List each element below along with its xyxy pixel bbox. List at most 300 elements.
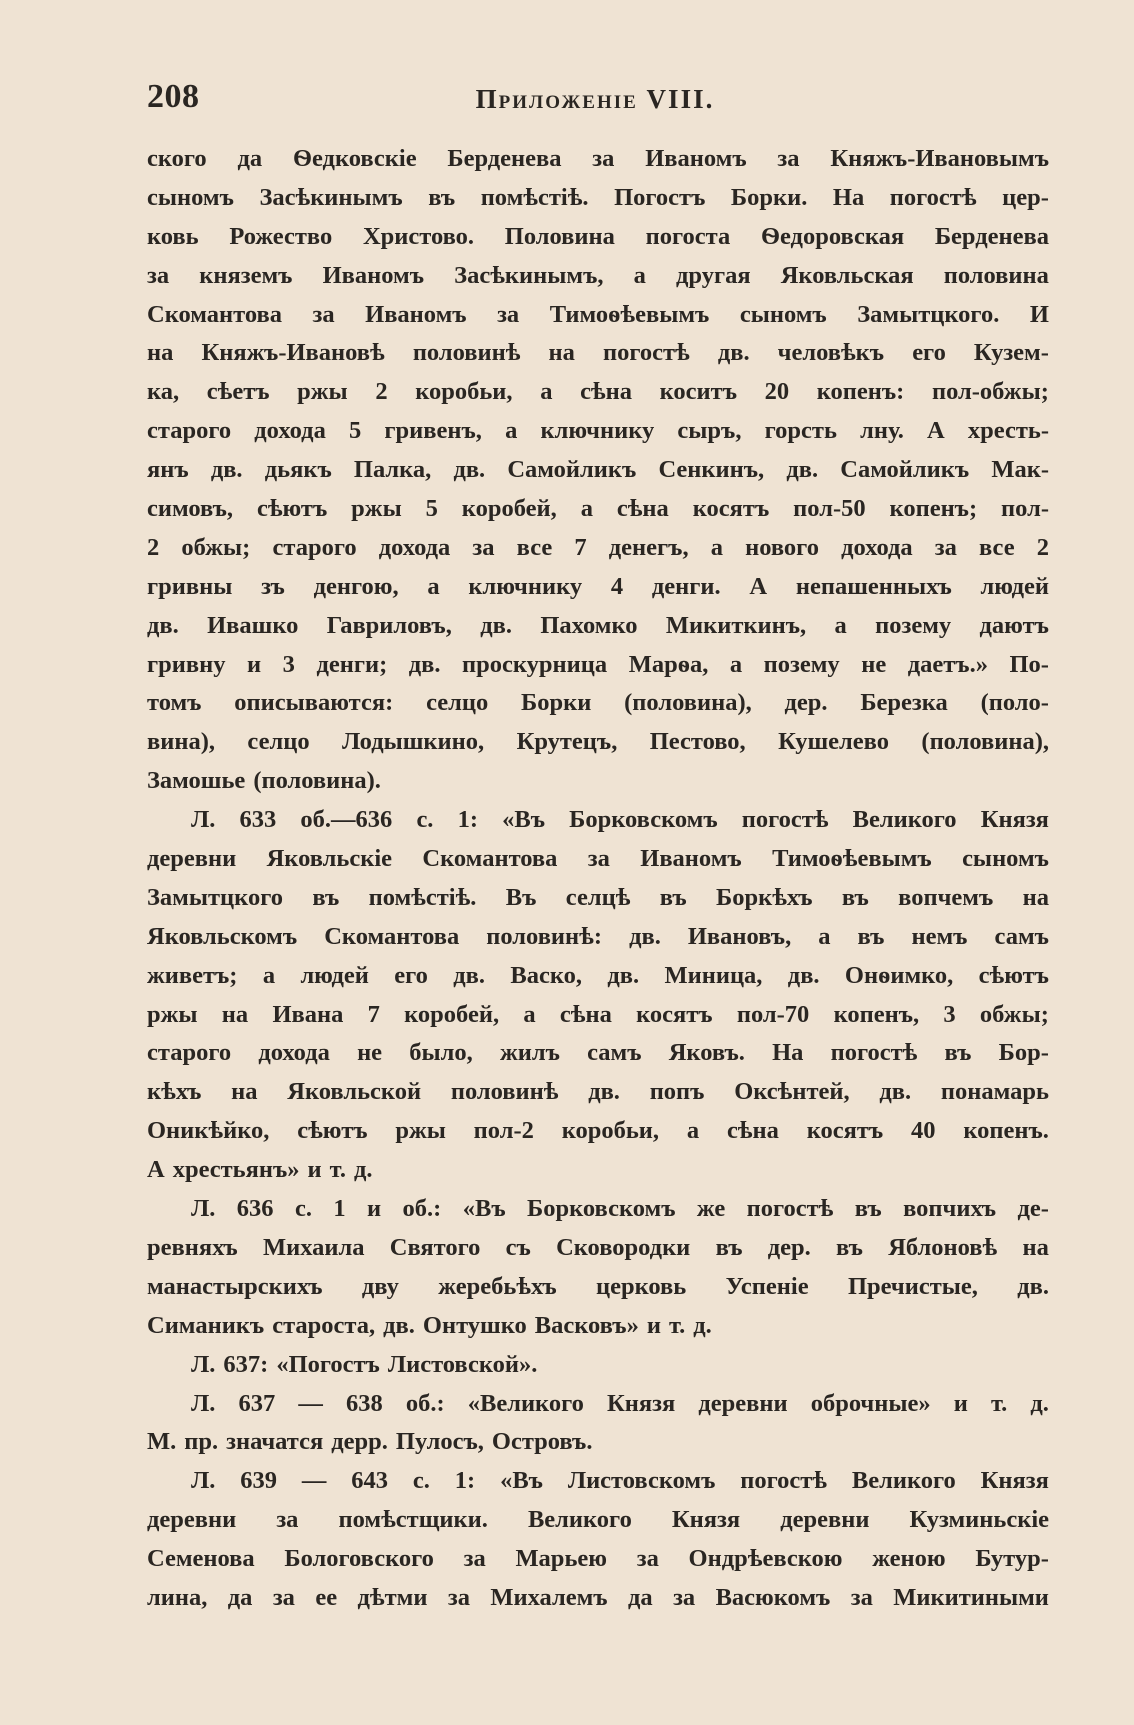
word: с. — [416, 806, 434, 834]
word: живетъ; — [147, 961, 238, 989]
word: Скомантова — [422, 845, 558, 873]
word: а — [633, 261, 646, 289]
word: Гавриловъ, — [326, 611, 452, 639]
word: и — [953, 1389, 968, 1417]
text-line — [147, 840, 1049, 879]
word: На — [772, 1039, 804, 1067]
text-line — [147, 1307, 1049, 1346]
word: не — [861, 650, 887, 678]
word: въ — [841, 883, 869, 911]
word: об.—636 — [300, 806, 393, 834]
word: ржы — [395, 1117, 446, 1145]
word: да — [237, 145, 263, 172]
word: Боркѣхъ — [716, 883, 813, 911]
word: Лодышкино, — [342, 728, 485, 756]
word: Борки. — [730, 183, 808, 211]
word: Иваномъ — [365, 300, 467, 328]
word: И — [1029, 300, 1049, 328]
text-line — [147, 646, 1049, 685]
word: а — [427, 572, 440, 600]
word: позему — [763, 650, 840, 678]
word: дв. — [453, 456, 486, 484]
word: Скомантова — [147, 300, 282, 328]
word: Княжъ-Ивановымъ — [830, 145, 1049, 172]
word: дв. — [147, 611, 179, 639]
word: денги; — [316, 650, 388, 678]
word: 5 — [425, 495, 438, 523]
word: погостѣ — [740, 1467, 827, 1495]
word: с. — [412, 1467, 430, 1495]
text-line — [147, 607, 1049, 646]
word: Засѣкинымъ, — [454, 261, 604, 289]
text-line — [147, 1112, 1049, 1151]
text-line — [147, 879, 1049, 918]
word: На — [832, 183, 865, 211]
word: хресть- — [967, 417, 1049, 445]
word: Микиткинъ, — [665, 611, 807, 639]
word: въ — [854, 1195, 882, 1223]
word: Л. — [191, 1467, 216, 1495]
word: за — [777, 145, 800, 172]
word: нового — [745, 533, 819, 561]
body-text — [147, 140, 1049, 1618]
word: Оникѣйко, — [147, 1117, 270, 1145]
text-line — [147, 1501, 1049, 1540]
word: д. — [353, 1156, 373, 1184]
text-line — [147, 1034, 1049, 1073]
word: сыръ, — [677, 417, 742, 445]
word: жилъ — [499, 1039, 560, 1067]
word: Бутур- — [975, 1545, 1049, 1573]
word: за — [497, 300, 520, 328]
word: Иваномъ — [322, 261, 424, 289]
text-line — [147, 957, 1049, 996]
word: а — [729, 650, 743, 678]
word: Островъ. — [491, 1428, 593, 1456]
text-line — [147, 568, 1049, 607]
word: княземъ — [199, 261, 293, 289]
word: денги. — [651, 572, 721, 600]
word: сѣна — [559, 1000, 612, 1028]
word: Васко, — [510, 961, 582, 989]
word: его — [912, 339, 946, 367]
word: помѣстіѣ. — [480, 183, 589, 211]
word: проскурница — [462, 650, 608, 678]
word: деревни — [780, 1506, 870, 1534]
word: 1 — [333, 1195, 346, 1223]
word: 5 — [349, 417, 362, 445]
text-line — [147, 1423, 1049, 1462]
word: сѣютъ — [297, 1117, 368, 1145]
word: де- — [1017, 1195, 1049, 1223]
word: Князя — [980, 806, 1049, 834]
word: за — [312, 300, 335, 328]
word: кѣхъ — [147, 1078, 202, 1106]
word: ковь — [147, 222, 199, 250]
word: Пулосъ, — [395, 1428, 484, 1456]
word: Иваномъ — [645, 145, 747, 172]
word: «Въ — [502, 806, 546, 834]
text-line — [147, 140, 1049, 179]
word: староста, — [272, 1311, 376, 1339]
word: за — [272, 1583, 295, 1611]
word: ее — [315, 1583, 338, 1611]
word: его — [394, 961, 428, 989]
word: дв. — [480, 611, 512, 639]
text-line — [147, 723, 1049, 762]
word: Пречистые, — [847, 1272, 978, 1300]
word: коробей, — [461, 495, 557, 523]
word: дв. — [408, 650, 441, 678]
word: на — [1022, 883, 1049, 911]
word: Князя — [671, 1506, 741, 1534]
word: Крутецъ, — [516, 728, 618, 756]
word: Яблоновѣ — [888, 1233, 998, 1261]
word: позему — [875, 611, 952, 639]
word: копенъ. — [963, 1117, 1049, 1145]
word: даютъ — [979, 611, 1049, 639]
word: сѣетъ — [206, 378, 270, 406]
running-title: Приложеніе VIII. — [475, 84, 715, 114]
word: за — [934, 533, 957, 561]
word: дв. — [383, 1311, 415, 1339]
word: за — [673, 1583, 696, 1611]
word: Сковородки — [556, 1233, 691, 1261]
word: Въ — [505, 883, 537, 911]
word: Самойликъ — [840, 456, 970, 484]
word: Ивановъ, — [687, 922, 792, 950]
word: вопчихъ — [903, 1195, 997, 1223]
text-line — [147, 1190, 1049, 1229]
word: за — [463, 1545, 486, 1573]
word: А — [147, 1156, 165, 1184]
word: Князя — [606, 1389, 676, 1417]
word: Яковъ. — [668, 1039, 745, 1067]
word: Скомантова — [324, 922, 460, 950]
word: деревни — [698, 1389, 788, 1417]
word: дв. — [607, 961, 640, 989]
word: Л. — [191, 1389, 216, 1417]
word: коробей, — [404, 1000, 500, 1028]
text-line — [147, 1540, 1049, 1579]
text-line — [147, 1151, 1049, 1190]
word: Кузминьскіе — [909, 1506, 1049, 1534]
word: дохода — [254, 417, 326, 445]
word: «Великого — [467, 1389, 584, 1417]
word: значатся — [226, 1428, 324, 1456]
word: Пахомко — [540, 611, 638, 639]
word: об.: — [405, 1389, 445, 1417]
word: а — [505, 417, 518, 445]
word: понамарь — [940, 1078, 1049, 1106]
word: половина — [943, 261, 1049, 289]
word: Листовской». — [387, 1350, 538, 1378]
word: за — [592, 145, 615, 172]
word: вина), — [147, 728, 215, 756]
word: Васковъ» — [534, 1311, 639, 1339]
word: на — [221, 1000, 249, 1028]
word: другая — [676, 261, 751, 289]
text-line — [147, 179, 1049, 218]
word: обжы; — [979, 1000, 1049, 1028]
word: Кушелево — [778, 728, 889, 756]
word: томъ — [147, 689, 202, 717]
word: сѣютъ — [978, 961, 1049, 989]
word: за — [472, 533, 495, 561]
word: на — [1022, 1233, 1049, 1261]
text-line — [147, 1462, 1049, 1501]
word: а — [523, 1000, 536, 1028]
word: погостѣ — [741, 806, 829, 834]
text-line — [147, 762, 1049, 801]
word: въ — [659, 883, 687, 911]
word: Оксѣнтей, — [734, 1078, 850, 1106]
word: 643 — [351, 1467, 389, 1495]
word: Симаникъ — [147, 1311, 265, 1339]
text-line — [147, 684, 1049, 723]
word: 40 — [911, 1117, 936, 1145]
word: за — [447, 1583, 470, 1611]
word: сѣна — [580, 378, 633, 406]
word: съ — [505, 1233, 531, 1261]
word: немъ — [911, 922, 968, 950]
word: а — [818, 922, 831, 950]
word: старого — [147, 417, 232, 445]
word: старого — [147, 1039, 232, 1067]
word: Великого — [852, 806, 957, 834]
word: Княжъ-Ивановѣ — [201, 339, 385, 367]
word: даетъ.» — [907, 650, 988, 678]
word: попъ — [649, 1078, 705, 1106]
word: Мак- — [991, 456, 1049, 484]
word: дер. — [767, 1233, 811, 1261]
text-line — [147, 529, 1049, 568]
word: хрестьянъ» — [172, 1156, 300, 1184]
word: 1: — [454, 1467, 476, 1495]
word: непашенныхъ — [795, 572, 952, 600]
word: дв. — [879, 1078, 912, 1106]
word: погостѣ — [889, 183, 977, 211]
word: По- — [1009, 650, 1049, 678]
word: дв. — [1017, 1272, 1049, 1300]
word: сыномъ — [147, 183, 234, 211]
word: пр. — [184, 1428, 219, 1456]
word: на — [548, 339, 575, 367]
word: Яковльской — [287, 1078, 422, 1106]
word: Микитиными — [893, 1583, 1049, 1611]
word: и — [646, 1311, 661, 1339]
word: погостѣ — [830, 1039, 918, 1067]
word: на — [147, 339, 174, 367]
word: а — [262, 961, 276, 989]
word: Тимоѳѣевымъ — [772, 845, 932, 873]
word: жеребьѣхъ — [438, 1272, 557, 1300]
word: Погостъ — [614, 183, 706, 211]
word: половинѣ — [412, 339, 521, 367]
word: селцо — [247, 728, 310, 756]
word: «Погостъ — [276, 1350, 380, 1378]
word: дохода — [841, 533, 913, 561]
word: лина, — [147, 1583, 208, 1611]
word: человѣкъ — [777, 339, 885, 367]
word: А — [927, 417, 945, 445]
word: Берденева — [934, 222, 1049, 250]
word: за — [587, 845, 610, 873]
word: Замошье — [147, 767, 246, 795]
text-line — [147, 1579, 1049, 1618]
word: сыномъ — [962, 845, 1049, 873]
word: денгою, — [313, 572, 399, 600]
word: въ — [836, 1233, 863, 1261]
word: гривну — [147, 650, 226, 678]
word: описываются: — [234, 689, 394, 717]
page-number: 208 — [147, 78, 200, 115]
word: гривны — [147, 572, 233, 600]
word: Онтушко — [422, 1311, 527, 1339]
word: Ивашко — [207, 611, 299, 639]
word: Березка — [860, 689, 948, 717]
word: 3 — [282, 650, 295, 678]
word: сѣютъ — [256, 495, 328, 523]
word: Самойликъ — [507, 456, 637, 484]
text-line — [147, 373, 1049, 412]
word: дьякъ — [264, 456, 332, 484]
word: Миница, — [664, 961, 763, 989]
word: д. — [1030, 1389, 1049, 1417]
text-line — [147, 1073, 1049, 1112]
word: Сенкинъ, — [658, 456, 765, 484]
word: Л. — [191, 806, 216, 834]
word: оброчные» — [810, 1389, 931, 1417]
word: Ивана — [272, 1000, 344, 1028]
word: пол-70 — [736, 1000, 810, 1028]
word: манастырскихъ — [147, 1272, 323, 1300]
word: Успеніе — [725, 1272, 809, 1300]
word: Онѳимко, — [844, 961, 954, 989]
word: симовъ, — [147, 495, 234, 523]
word: а — [686, 1117, 700, 1145]
word: Ѳедоровская — [760, 222, 905, 250]
word: 20 — [764, 378, 790, 406]
word: т. — [668, 1311, 686, 1339]
word: пол-2 — [473, 1117, 534, 1145]
word: селцо — [426, 689, 489, 717]
word: ского — [147, 145, 207, 172]
word: денегъ, — [608, 533, 689, 561]
word: въ — [428, 183, 456, 211]
word: дерр. — [331, 1428, 388, 1456]
word: — — [298, 1389, 323, 1417]
word: женою — [872, 1545, 946, 1573]
word: сѣна — [726, 1117, 779, 1145]
word: помѣстіѣ. — [368, 883, 477, 911]
word: горсть — [764, 417, 837, 445]
word: дв. — [787, 961, 820, 989]
word: деревни — [147, 1506, 237, 1534]
word: Семенова — [147, 1545, 255, 1573]
word: а — [834, 611, 847, 639]
text-line — [147, 412, 1049, 451]
word: ка, — [147, 378, 180, 406]
word: Л. — [191, 1195, 216, 1223]
word: янъ — [147, 456, 189, 484]
word: помѣстщики. — [338, 1506, 488, 1534]
word: дер. — [784, 689, 828, 717]
word: 2 — [147, 533, 160, 561]
word: Иваномъ — [640, 845, 742, 873]
word: Ондрѣевскою — [688, 1545, 843, 1573]
word: Л. — [191, 1350, 216, 1378]
word: (половина). — [253, 767, 381, 795]
word: а — [540, 378, 553, 406]
word: косятъ — [692, 495, 770, 523]
word: Пестово, — [649, 728, 746, 756]
word: Кузем- — [973, 339, 1049, 367]
text-line — [147, 296, 1049, 335]
word: копенъ: — [816, 378, 905, 406]
word: Тимоѳѣевымъ — [549, 300, 710, 328]
text-line — [147, 334, 1049, 373]
word: 2 — [375, 378, 388, 406]
word: а — [710, 533, 723, 561]
word: 638 — [345, 1389, 383, 1417]
word: Великого — [851, 1467, 956, 1495]
word: коробьи, — [561, 1117, 660, 1145]
word: ключнику — [468, 572, 583, 600]
word: въ — [944, 1039, 972, 1067]
word: Борковскомъ — [527, 1195, 676, 1223]
word: погоста — [645, 222, 731, 250]
word: самъ — [587, 1039, 642, 1067]
word: дохода — [378, 533, 451, 561]
word: об.: — [402, 1195, 442, 1223]
word: Марѳа, — [628, 650, 709, 678]
word: 1: — [457, 806, 478, 834]
word: за — [636, 1545, 659, 1573]
word: Марьею — [515, 1545, 607, 1573]
word: Бор- — [998, 1039, 1049, 1067]
word: пол- — [1001, 495, 1049, 523]
word: за — [850, 1583, 873, 1611]
word: т. — [329, 1156, 346, 1184]
text-line — [147, 451, 1049, 490]
word: Половина — [504, 222, 615, 250]
word: церковь — [595, 1272, 687, 1300]
word: зъ — [261, 572, 285, 600]
word: Замытцкого. — [857, 300, 1000, 328]
text-line — [147, 1268, 1049, 1307]
word: старого — [272, 533, 357, 561]
word: въ — [857, 922, 885, 950]
word: «Въ — [500, 1467, 543, 1495]
word: сѣна — [616, 495, 669, 523]
text-line — [147, 218, 1049, 257]
word: на — [231, 1078, 258, 1106]
word: Палка, — [353, 456, 432, 484]
word: дв. — [588, 1078, 620, 1106]
word: половинѣ — [450, 1078, 559, 1106]
word: косятъ — [636, 1000, 713, 1028]
word: погостѣ — [746, 1195, 834, 1223]
word: самъ — [994, 922, 1049, 950]
word: пол-50 — [793, 495, 866, 523]
word: людей — [300, 961, 369, 989]
word: за — [276, 1506, 299, 1534]
word: цер- — [1002, 183, 1049, 211]
word: людей — [980, 572, 1049, 600]
word: Борковскомъ — [569, 806, 718, 834]
word: ржы — [351, 495, 402, 523]
